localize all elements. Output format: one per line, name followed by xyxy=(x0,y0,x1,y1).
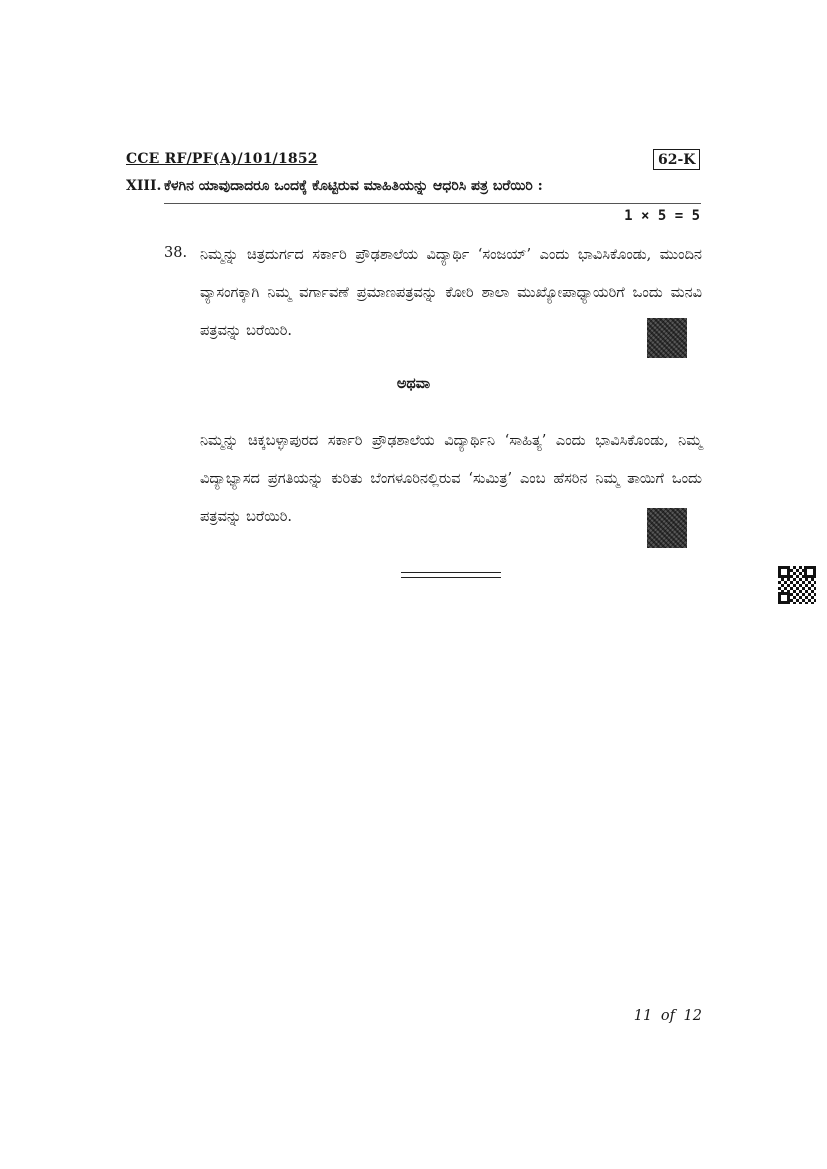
qr-code-icon xyxy=(778,566,816,604)
question-number: 38. xyxy=(164,245,188,261)
section-number: XIII. xyxy=(126,178,162,194)
page-number: 11 of 12 xyxy=(633,1008,702,1024)
section-heading xyxy=(126,178,543,194)
scan-watermark-icon xyxy=(647,318,687,358)
section-divider xyxy=(164,203,701,204)
exam-code: CCE RF/PF(A)/101/1852 xyxy=(126,151,318,167)
end-of-section-rule xyxy=(401,572,501,578)
section-instruction: ಕೆಳಗಿನ ಯಾವುದಾದರೂ ಒಂದಕ್ಕೆ ಕೊಟ್ಟಿರುವ ಮಾಹಿತಿಯನ್ನು ಆಧರಿಸಿ ಪತ್ರ ಬರೆಯಿರಿ : xyxy=(164,178,543,194)
scan-watermark-icon xyxy=(647,508,687,548)
marks-allocation: 1 × 5 = 5 xyxy=(624,208,700,224)
question-text: ನಿಮ್ಮನ್ನು ಚಿತ್ರದುರ್ಗದ ಸರ್ಕಾರಿ ಪ್ರೌಢಶಾಲೆಯ ವಿದ್ಯಾರ್ಥಿ ‘ಸಂಜಯ್’ ಎಂದು ಭಾವಿಸಿಕೊಂಡು, ಮುಂದಿನ ವ್ಯಾಸಂಗಕ್ಕಾಗಿ ನಿಮ್ಮ ವರ್ಗಾವಣೆ ಪ್ರಮಾಣಪತ್ರವನ್ನು ಕೋರಿ ಶಾಲಾ ಮುಖ್ಯೋಪಾಧ್ಯಾಯರಿಗೆ ಒಂದು ಮನವಿ ಪತ್ರವನ್ನು ಬರೆಯಿರಿ. xyxy=(200,247,702,339)
or-label: ಅಥವಾ xyxy=(396,375,431,392)
alternative-question-text: ನಿಮ್ಮನ್ನು ಚಿಕ್ಕಬಳ್ಳಾಪುರದ ಸರ್ಕಾರಿ ಪ್ರೌಢಶಾಲೆಯ ವಿದ್ಯಾರ್ಥಿನಿ ‘ಸಾಹಿತ್ಯ’ ಎಂದು ಭಾವಿಸಿಕೊಂಡು, ನಿಮ್ಮ ವಿದ್ಯಾಭ್ಯಾಸದ ಪ್ರಗತಿಯನ್ನು ಕುರಿತು ಬೆಂಗಳೂರಿನಲ್ಲಿರುವ ‘ಸುಮಿತ್ರ’ ಎಂಬ ಹೆಸರಿನ ನಿಮ್ಮ ತಾಯಿಗೆ ಒಂದು ಪತ್ರವನ್ನು ಬರೆಯಿರಿ. xyxy=(200,433,702,525)
paper-code-box: 62-K xyxy=(653,149,700,170)
